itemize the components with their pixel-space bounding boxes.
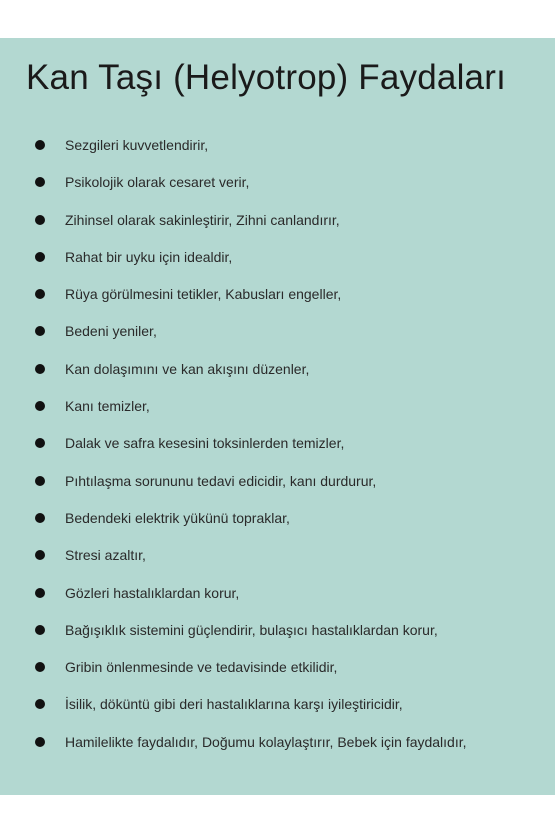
list-item-text: Gözleri hastalıklardan korur, <box>65 584 240 601</box>
list-item-text: Stresi azaltır, <box>65 547 146 564</box>
page-title: Kan Taşı (Helyotrop) Faydaları <box>26 58 507 97</box>
list-item <box>0 685 555 722</box>
list-item <box>0 462 555 499</box>
bullet-icon <box>35 364 45 374</box>
bullet-icon <box>35 588 45 598</box>
list-item <box>0 574 555 611</box>
list-item <box>0 536 555 573</box>
bullet-icon <box>35 737 45 747</box>
bullet-icon <box>35 513 45 523</box>
list-item-text: Rahat bir uyku için idealdir, <box>65 248 233 265</box>
list-item <box>0 350 555 387</box>
list-item-text: İsilik, döküntü gibi deri hastalıklarına karşı iyileştiricidir, <box>65 696 403 713</box>
list-item-text: Zihinsel olarak sakinleştirir, Zihni canlandırır, <box>65 211 340 228</box>
bullet-icon <box>35 289 45 299</box>
bullet-icon <box>35 476 45 486</box>
bullet-icon <box>35 140 45 150</box>
list-item <box>0 201 555 238</box>
list-item-text: Hamilelikte faydalıdır, Doğumu kolaylaştırır, Bebek için faydalıdır, <box>65 733 467 750</box>
benefits-list <box>0 126 555 760</box>
list-item-text: Gribin önlenmesinde ve tedavisinde etkilidir, <box>65 659 338 676</box>
list-item <box>0 424 555 461</box>
list-item-text: Bedendeki elektrik yükünü topraklar, <box>65 509 290 526</box>
bullet-icon <box>35 215 45 225</box>
benefits-card <box>0 38 555 795</box>
list-item <box>0 238 555 275</box>
bullet-icon <box>35 550 45 560</box>
list-item <box>0 723 555 760</box>
list-item-text: Bağışıklık sistemini güçlendirir, bulaşıcı hastalıklardan korur, <box>65 621 438 638</box>
bullet-icon <box>35 326 45 336</box>
list-item-text: Kan dolaşımını ve kan akışını düzenler, <box>65 360 310 377</box>
bullet-icon <box>35 625 45 635</box>
bullet-icon <box>35 699 45 709</box>
list-item-text: Bedeni yeniler, <box>65 323 157 340</box>
bullet-icon <box>35 662 45 672</box>
list-item <box>0 163 555 200</box>
list-item <box>0 275 555 312</box>
list-item <box>0 126 555 163</box>
bullet-icon <box>35 252 45 262</box>
bullet-icon <box>35 401 45 411</box>
list-item <box>0 387 555 424</box>
list-item-text: Psikolojik olarak cesaret verir, <box>65 174 250 191</box>
list-item <box>0 312 555 349</box>
list-item <box>0 648 555 685</box>
bullet-icon <box>35 177 45 187</box>
bullet-icon <box>35 438 45 448</box>
list-item-text: Sezgileri kuvvetlendirir, <box>65 137 209 153</box>
list-item <box>0 499 555 536</box>
list-item <box>0 611 555 648</box>
list-item-text: Rüya görülmesini tetikler, Kabusları engeller, <box>65 286 342 303</box>
list-item-text: Kanı temizler, <box>65 398 150 415</box>
list-item-text: Dalak ve safra kesesini toksinlerden temizler, <box>65 435 345 452</box>
list-item-text: Pıhtılaşma sorununu tedavi edicidir, kanı durdurur, <box>65 472 377 489</box>
